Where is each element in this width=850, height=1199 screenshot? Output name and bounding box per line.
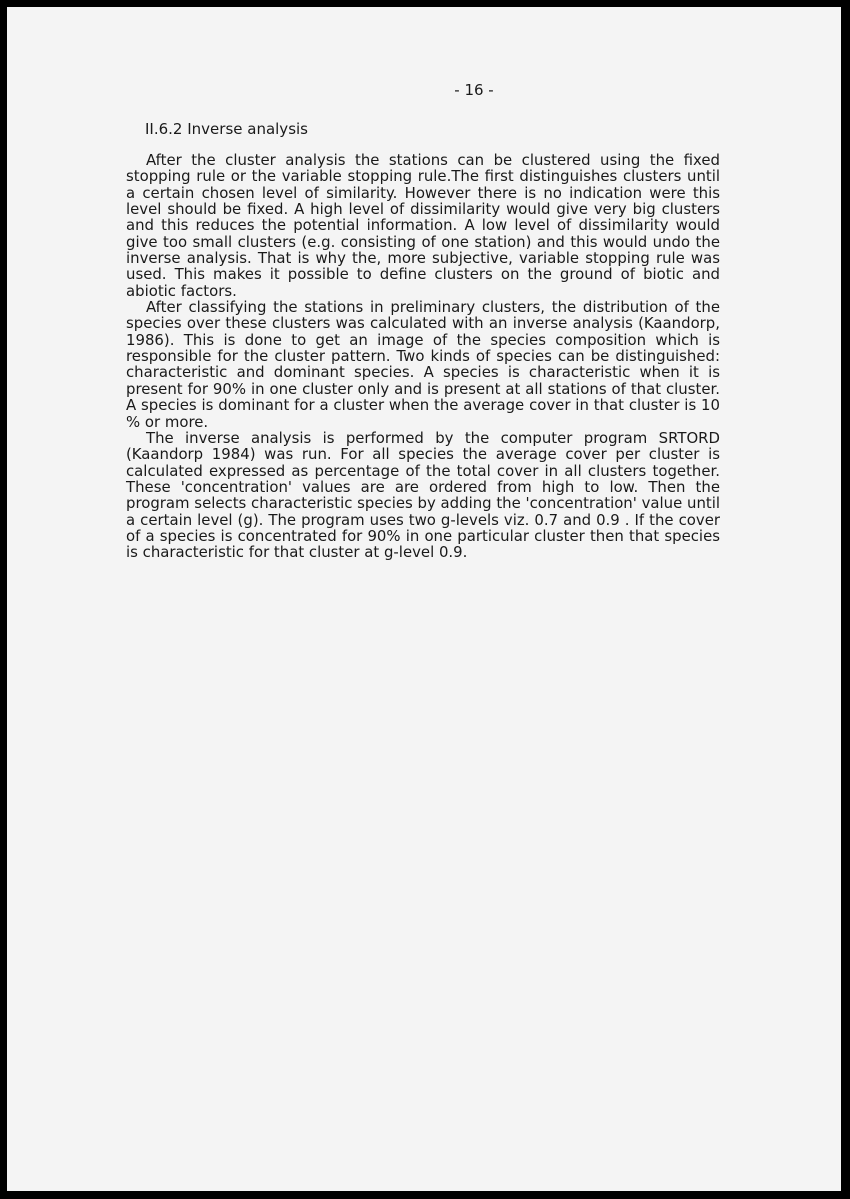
page-number: - 16 - (454, 81, 494, 99)
section-heading: II.6.2 Inverse analysis (145, 120, 308, 138)
paragraph-species-distribution: After classifying the stations in preliminary clusters, the distribution of the species over these clusters was calculated with an inverse analysis (Kaandorp, 1986). This is done to get an image of the species composition which is responsible for the cluster pattern. Two kinds of species can be distinguished: characteristic and dominant species. A species is characteristic when it is present for 90% in one cluster only and is present at all stations of that cluster. A species is dominant for a cluster when the average cover in that cluster is 10 % or more. (126, 298, 720, 431)
document-page (7, 7, 841, 1191)
paragraph-stopping-rule: After the cluster analysis the stations can be clustered using the fixed stopping rule or the variable stopping rule.The first distinguishes clusters until a certain chosen level of similarity. However there is no indication were this level should be fixed. A high level of dissimilarity would give very big clusters and this reduces the potential information. A low level of dissimilarity would give too small clusters (e.g. consisting of one station) and this would undo the inverse analysis. That is why the, more subjective, variable stopping rule was used. This makes it possible to define clusters on the ground of biotic and abiotic factors. (126, 151, 720, 300)
body-text (126, 152, 720, 561)
paragraph-srtord-program: The inverse analysis is performed by the computer program SRTORD (Kaandorp 1984) was run. For all species the average cover per cluster is calculated expressed as percentage of the total cover in all clusters together. These 'concentration' values are are ordered from high to low. Then the program selects characteristic species by adding the 'concentration' value until a certain level (g). The program uses two g-levels viz. 0.7 and 0.9 . If the cover of a species is concentrated for 90% in one particular cluster then that species is characteristic for that cluster at g-level 0.9. (126, 428, 720, 562)
